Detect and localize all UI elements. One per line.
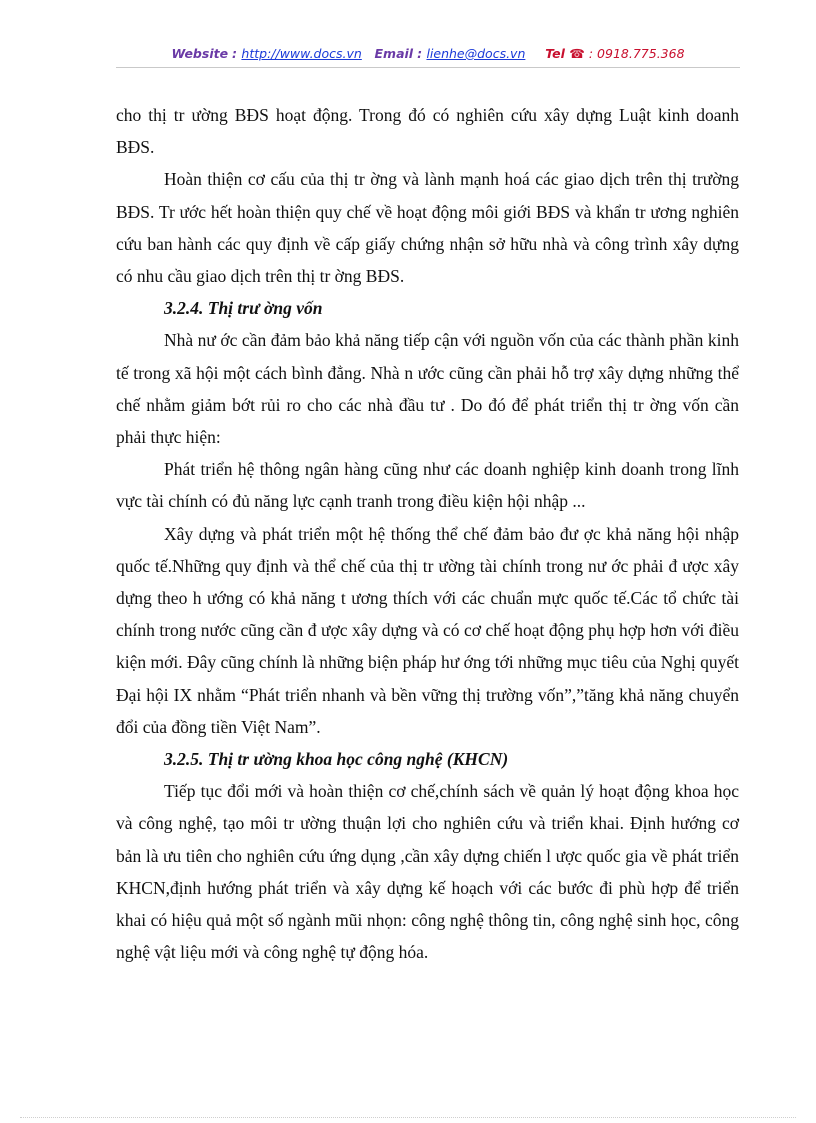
email-link[interactable]: lienhe@docs.vn [426,46,526,61]
paragraph: cho thị tr ường BĐS hoạt động. Trong đó có nghiên cứu xây dựng Luật kinh doanh BĐS. [116,105,739,158]
website-link[interactable]: http://www.docs.vn [241,46,362,61]
tel-value: 0918.775.368 [597,46,685,61]
document-body [116,99,739,968]
page-header: Website : http://www.docs.vn Email : lienhe@docs.vn Tel ☎ : 0918.775.368 [171,46,685,61]
paragraph: Tiếp tục đổi mới và hoàn thiện cơ chế,chính sách về quản lý hoạt động khoa học và công nghệ, tạo môi tr ường thuận lợi cho nghiên cứu và triển khai. Định hướng cơ bản là ưu tiên cho nghiên cứu ứng dụng ,cần xây dựng chiến l ược quốc gia về phát triển KHCN,định hướng phát triển và xây dựng kế hoạch với các bước đi phù hợp để triển khai có hiệu quả một số ngành mũi nhọn: công nghệ thông tin, công nghệ sinh học, công nghệ vật liệu mới và công nghệ tự động hóa. [116,781,739,963]
footer-divider [20,1117,796,1118]
paragraph: Hoàn thiện cơ cấu của thị tr ờng và lành mạnh hoá các giao dịch trên thị trường BĐS. Tr ước hết hoàn thiện quy chế về hoạt động môi giới BĐS và khẩn tr ương nghiên cứu ban hành các quy định về cấp giấy chứng nhận sở hữu nhà và công trình xây dựng có nhu cầu giao dịch trên thị tr ờng BĐS. [116,169,739,287]
paragraph: Nhà nư ớc cần đảm bảo khả năng tiếp cận với nguồn vốn của các thành phần kinh tế trong xã hội một cách bình đẳng. Nhà n ước cũng cần phải hỗ trợ xây dựng những thể chế nhằm giảm bớt rủi ro cho các nhà đầu tư . Do đó để phát triển thị tr ờng vốn cần phải thực hiện: [116,330,739,448]
email-label: Email [374,46,414,61]
website-label: Website [171,46,229,61]
header-divider [116,67,740,68]
section-heading: 3.2.4. Thị trư ờng vốn [164,298,323,319]
section-heading: 3.2.5. Thị tr ường khoa học công nghệ (KHCN) [164,749,509,770]
paragraph: Phát triển hệ thông ngân hàng cũng như các doanh nghiệp kinh doanh trong lĩnh vực tài chính có đủ năng lực cạnh tranh trong điều kiện hội nhập ... [116,459,739,512]
paragraph: Xây dựng và phát triển một hệ thống thể chế đảm bảo đư ợc khả năng hội nhập quốc tế.Những quy định và thể chế của thị tr ường tài chính trong nư ớc phải đ ược xây dựng theo h ướng có khả năng t ương thích với các chuẩn mực quốc tế.Các tổ chức tài chính trong nước cũng cần đ ược xây dựng và có cơ chế hoạt động phụ hợp hơn với điều kiện mới. Đây cũng chính là những biện pháp hư ớng tới những mục tiêu của Nghị quyết Đại hội IX nhằm “Phát triển nhanh và bền vững thị trường vốn”,”tăng khả năng chuyển đổi của đồng tiền Việt Nam”. [116,523,739,737]
tel-label: Tel ☎ [545,46,585,61]
